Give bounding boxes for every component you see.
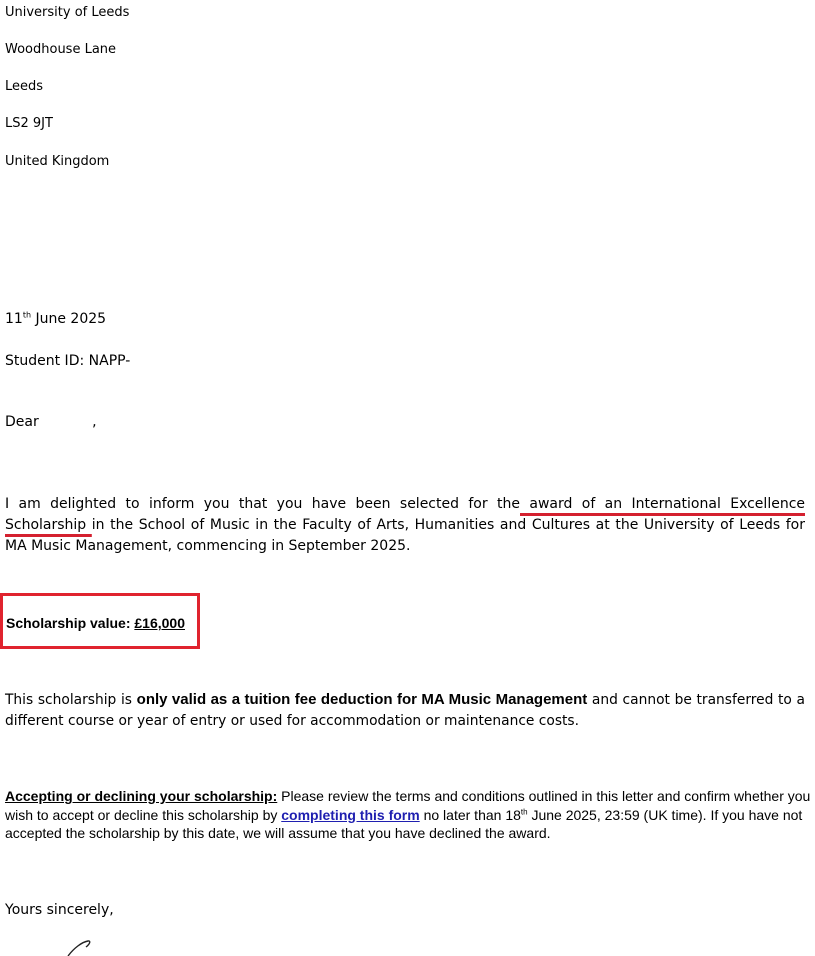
date-day: 11 (5, 311, 23, 327)
date-rest: June 2025 (31, 311, 107, 327)
signature-image (60, 938, 100, 956)
acceptance-text-1: Please review the terms and conditions outlined in this letter and confirm whether you wish to accept or decline this scholarship by (5, 788, 811, 823)
student-id: Student ID: NAPP- (5, 353, 131, 369)
tuition-paragraph-rest: and cannot be transferred to a different course or year of entry or used for accommodation or maintenance costs. (5, 692, 805, 729)
address-line-postcode: LS2 9JT (5, 116, 53, 131)
address-line-country: United Kingdom (5, 154, 110, 169)
tuition-paragraph-emphasis: only valid as a tuition fee deduction for MA Music Management (136, 691, 588, 708)
acceptance-text-3: June 2025, 23:59 (UK time). If you have not accepted the scholarship by this date, we will assume that you have declined the award. (5, 806, 803, 841)
award-paragraph-intro: I am delighted to inform you that you have been selected for the (5, 496, 520, 512)
date-suffix: th (22, 310, 32, 320)
acceptance-paragraph (5, 787, 813, 843)
acceptance-heading: Accepting or declining your scholarship: (5, 788, 278, 804)
award-paragraph (5, 494, 805, 557)
award-highlight: award of an International Excellence Scholarship (5, 496, 805, 533)
acceptance-form-link[interactable]: completing this form (281, 806, 420, 823)
address-line-street: Woodhouse Lane (5, 42, 117, 57)
scholarship-value-label: Scholarship value: (6, 615, 135, 631)
scholarship-value-amount: £16,000 (134, 615, 185, 631)
tuition-paragraph-intro: This scholarship is (5, 692, 137, 708)
acceptance-text-2: no later than 18 (419, 806, 521, 823)
letter-date (5, 311, 106, 327)
tuition-paragraph (5, 689, 805, 732)
deadline-suffix: th (520, 806, 528, 816)
closing: Yours sincerely, (5, 902, 114, 918)
award-paragraph-details: in the School of Music in the Faculty of Arts, Humanities and Cultures at the University of Leeds for MA Music Management, commencing in September 2025. (5, 517, 806, 554)
address-line-university: University of Leeds (5, 5, 130, 20)
salutation: Dear , (5, 414, 97, 430)
address-line-city: Leeds (5, 79, 44, 94)
scholarship-value (6, 615, 185, 631)
